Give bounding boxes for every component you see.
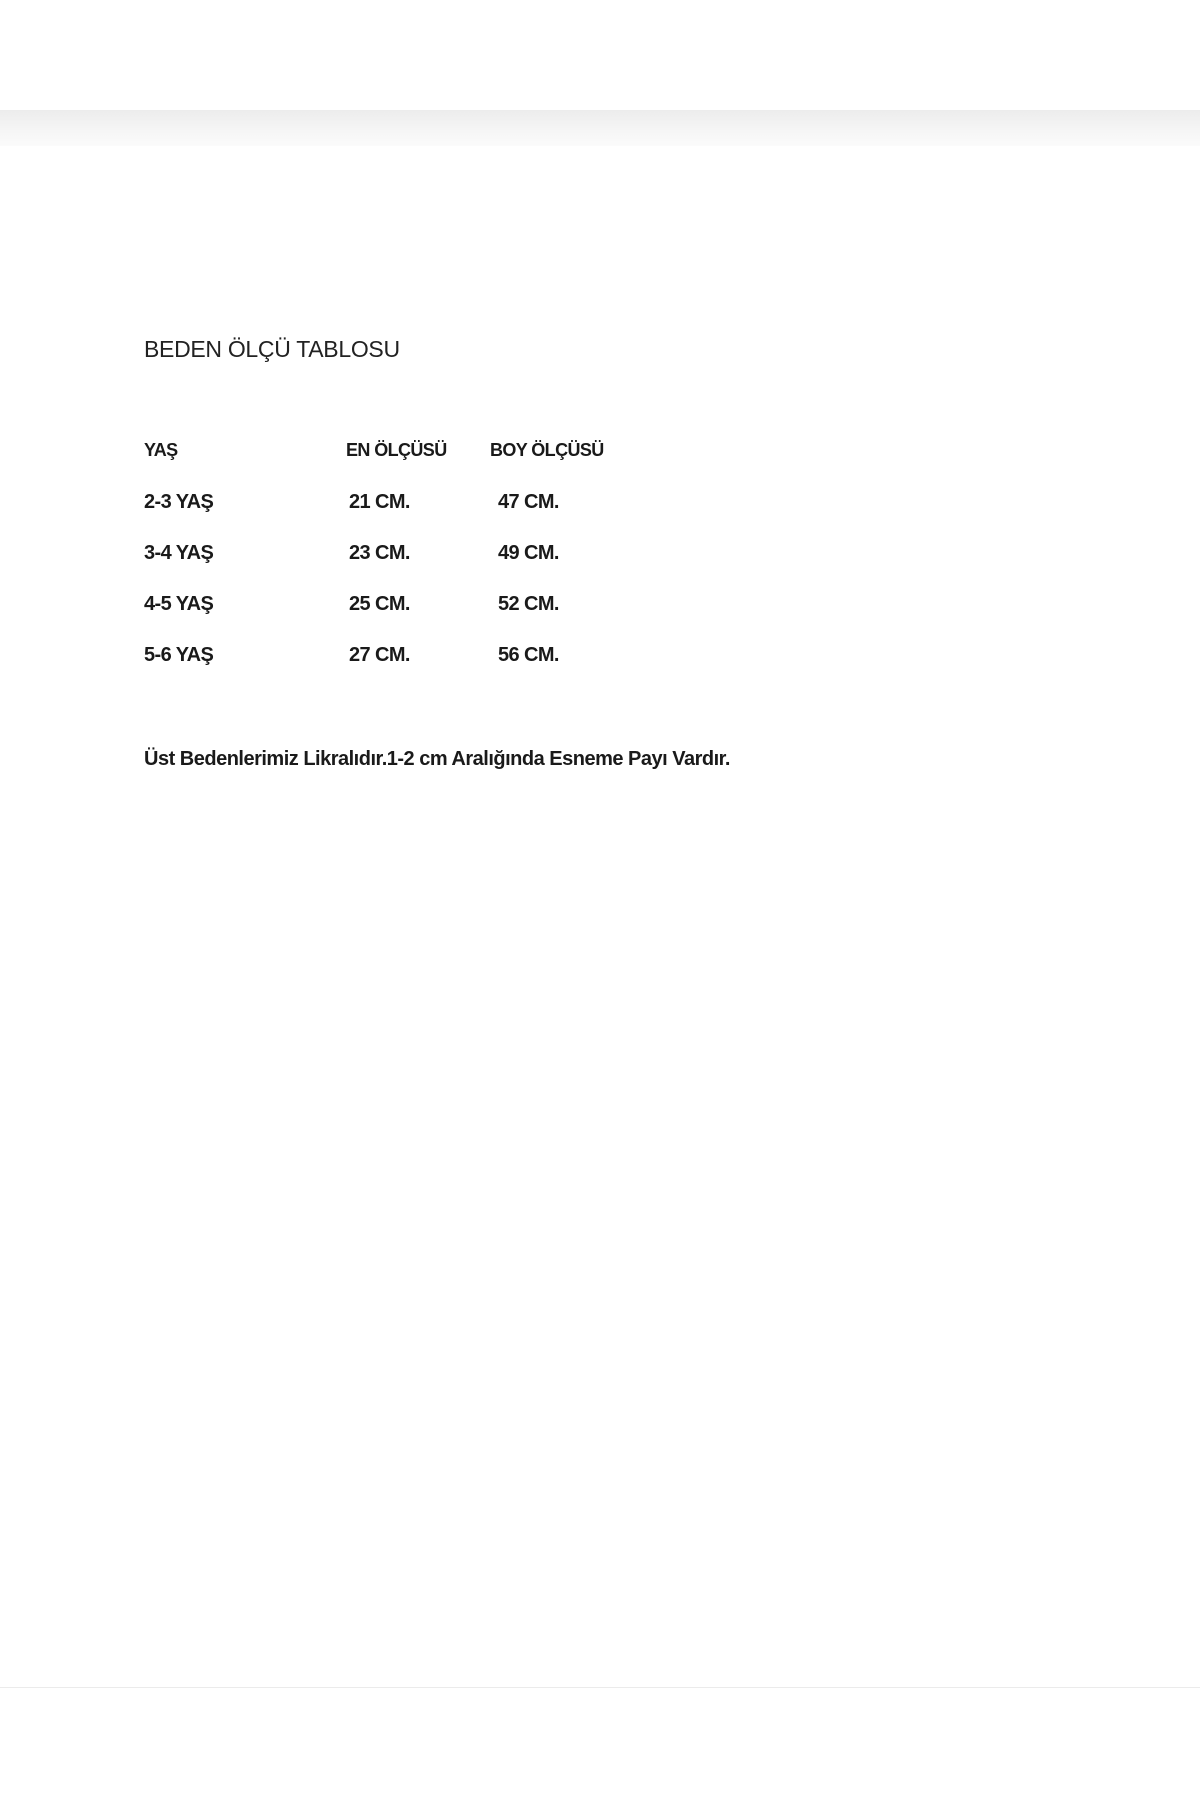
age-cell: 2-3 YAŞ [144, 491, 214, 513]
top-shadow-band [0, 110, 1200, 146]
length-cell: 49 CM. [498, 542, 559, 564]
width-cell: 23 CM. [349, 542, 410, 564]
length-cell: 56 CM. [498, 644, 559, 666]
age-cell: 5-6 YAŞ [144, 644, 214, 666]
page-title: BEDEN ÖLÇÜ TABLOSU [144, 336, 400, 362]
width-cell: 27 CM. [349, 644, 410, 666]
length-cell: 52 CM. [498, 593, 559, 615]
bottom-divider [0, 1687, 1200, 1688]
width-cell: 21 CM. [349, 491, 410, 513]
header-width: EN ÖLÇÜSÜ [346, 440, 447, 460]
age-cell: 3-4 YAŞ [144, 542, 214, 564]
length-cell: 47 CM. [498, 491, 559, 513]
stretch-note: Üst Bedenlerimiz Likralıdır.1-2 cm Aralığında Esneme Payı Vardır. [144, 748, 730, 770]
header-length: BOY ÖLÇÜSÜ [490, 440, 604, 460]
age-cell: 4-5 YAŞ [144, 593, 214, 615]
header-age: YAŞ [144, 440, 178, 460]
width-cell: 25 CM. [349, 593, 410, 615]
